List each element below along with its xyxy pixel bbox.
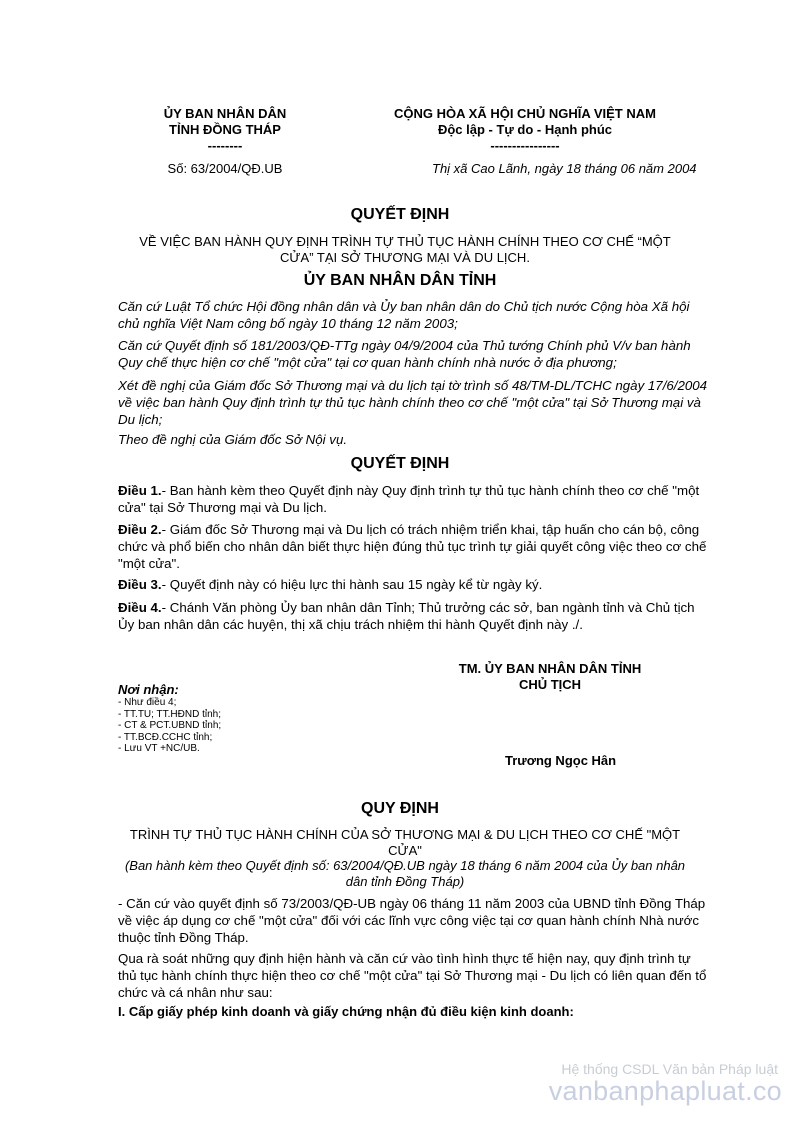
regulation-subtitle: [100, 827, 710, 859]
decision-subject-line1: VỀ VIỆC BAN HÀNH QUY ĐỊNH TRÌNH TỰ THỦ TỤC HÀNH CHÍNH THEO CƠ CHẾ “MỘT: [139, 234, 671, 249]
issuing-org-line1: ỦY BAN NHÂN DÂN: [163, 106, 287, 121]
recipients-title: Nơi nhận:: [118, 682, 179, 697]
national-title: CỘNG HÒA XÃ HỘI CHỦ NGHĨA VIỆT NAM: [394, 106, 656, 121]
article-2: [118, 521, 708, 572]
article-3: [118, 576, 708, 593]
article-4-label: Điều 4.: [118, 600, 162, 615]
issuing-org: [130, 106, 320, 154]
regulation-subtitle-line2: CỬA": [388, 843, 422, 858]
signer-name: Trương Ngọc Hân: [505, 753, 617, 768]
national-motto: Độc lập - Tự do - Hạnh phúc: [437, 122, 613, 137]
national-separator: ----------------: [490, 138, 560, 153]
regulation-title: QUY ĐỊNH: [361, 800, 439, 817]
national-header: [370, 106, 680, 154]
decision-subject: [100, 234, 710, 266]
article-4-text: - Chánh Văn phòng Ủy ban nhân dân Tỉnh; Thủ trưởng các sở, ban ngành tỉnh và Chủ tịch Ủy ban nhân dân các huyện, thị xã chịu trách nhiệm thi hành Quyết định này ./.: [118, 600, 695, 632]
regulation-issued-note: [100, 858, 710, 890]
regulation-issued-line1: (Ban hành kèm theo Quyết định số: 63/2004/QĐ.UB ngày 18 tháng 6 năm 2004 của Ủy ban nhân: [124, 858, 686, 873]
basis-4: Theo đề nghị của Giám đốc Sở Nội vụ.: [118, 432, 348, 447]
section-heading-1: I. Cấp giấy phép kinh doanh và giấy chứng nhận đủ điều kiện kinh doanh:: [118, 1004, 574, 1019]
recipient-item: - CT & PCT.UBND tỉnh;: [118, 720, 222, 731]
basis-3: Xét đề nghị của Giám đốc Sở Thương mại và du lịch tại tờ trình số 48/TM-DL/TCHC ngày 17/6/2004 về việc ban hành Quy định trình tự thủ tục hành chính theo cơ chế "một cửa" tại Sở Thương mại và Du lịch;: [118, 378, 708, 427]
signature-org: TM. ỦY BAN NHÂN DÂN TỈNH: [458, 661, 642, 676]
issuing-org-separator: --------: [207, 138, 243, 153]
recipient-item: - TT.TU; TT.HĐND tỉnh;: [118, 708, 221, 720]
article-2-text: - Giám đốc Sở Thương mại và Du lịch có trách nhiệm triển khai, tập huấn cho cán bộ, công chức và phổ biến cho nhân dân biết thực hiện đúng thủ tục trình tự giải quyết công việc theo cơ chế "một cửa".: [118, 522, 707, 571]
watermark-site: vanbanphapluat.co: [548, 1076, 782, 1106]
regulation-paragraph-2: Qua rà soát những quy định hiện hành và căn cứ vào tình hình thực tế hiện nay, quy định trình tự thủ tục hành chính thực hiện theo cơ chế "một cửa" tại Sở Thương mại - Du lịch có liên quan đến tổ chức và cá nhân như sau:: [118, 951, 707, 1000]
document-number: Số: 63/2004/QĐ.UB: [167, 161, 283, 176]
decision-title: QUYẾT ĐỊNH: [350, 206, 450, 223]
article-4: [118, 599, 708, 633]
recipients: [118, 682, 338, 755]
recipient-item: - TT.BCĐ.CCHC tỉnh;: [118, 731, 213, 743]
article-1: [118, 482, 708, 516]
article-3-text: - Quyết định này có hiệu lực thi hành sau 15 ngày kể từ ngày ký.: [161, 577, 543, 592]
issuing-org-line2: TỈNH ĐỒNG THÁP: [169, 122, 281, 137]
decision-subject-line2: CỬA” TẠI SỞ THƯƠNG MẠI VÀ DU LỊCH.: [280, 250, 530, 265]
recipient-item: - Lưu VT +NC/UB.: [118, 743, 200, 754]
regulation-issued-line2: dân tỉnh Đồng Tháp): [345, 874, 465, 889]
basis-2: Căn cứ Quyết định số 181/2003/QĐ-TTg ngày 04/9/2004 của Thủ tướng Chính phủ V/v ban hành Quy chế thực hiện cơ chế "một cửa" tại cơ quan hành chính nhà nước ở địa phương;: [118, 338, 691, 370]
place-date: Thị xã Cao Lãnh, ngày 18 tháng 06 năm 2004: [432, 161, 697, 176]
article-2-label: Điều 2.: [118, 522, 162, 537]
signature-role: CHỦ TỊCH: [518, 677, 582, 692]
article-1-text: - Ban hành kèm theo Quyết định này Quy định trình tự thủ tục hành chính theo cơ chế "một cửa" tại Sở Thương mại và Du lịch.: [118, 483, 700, 515]
decides-title: QUYẾT ĐỊNH: [350, 455, 450, 472]
basis-1: Căn cứ Luật Tổ chức Hội đồng nhân dân và Ủy ban nhân dân do Chủ tịch nước Cộng hòa Xã hội chủ nghĩa Việt Nam công bố ngày 10 tháng 12 năm 2003;: [118, 299, 690, 331]
authority-title: ỦY BAN NHÂN DÂN TỈNH: [303, 272, 497, 289]
article-3-label: Điều 3.: [118, 577, 162, 592]
watermark-caption: Hệ thống CSDL Văn bản Pháp luật: [561, 1061, 778, 1077]
regulation-subtitle-line1: TRÌNH TỰ THỦ TỤC HÀNH CHÍNH CỦA SỞ THƯƠNG MẠI & DU LỊCH THEO CƠ CHẾ "MỘT: [129, 827, 681, 842]
article-1-label: Điều 1.: [118, 483, 162, 498]
signature-block: [430, 661, 670, 693]
recipient-item: - Như điều 4;: [118, 697, 177, 708]
regulation-paragraph-1: - Căn cứ vào quyết định số 73/2003/QĐ-UB ngày 06 tháng 11 năm 2003 của UBND tỉnh Đồng Tháp về việc áp dụng cơ chế "một cửa" đối với các lĩnh vực công việc tại cơ quan hành chính Nhà nước thuộc tỉnh Đồng Tháp.: [118, 896, 706, 945]
